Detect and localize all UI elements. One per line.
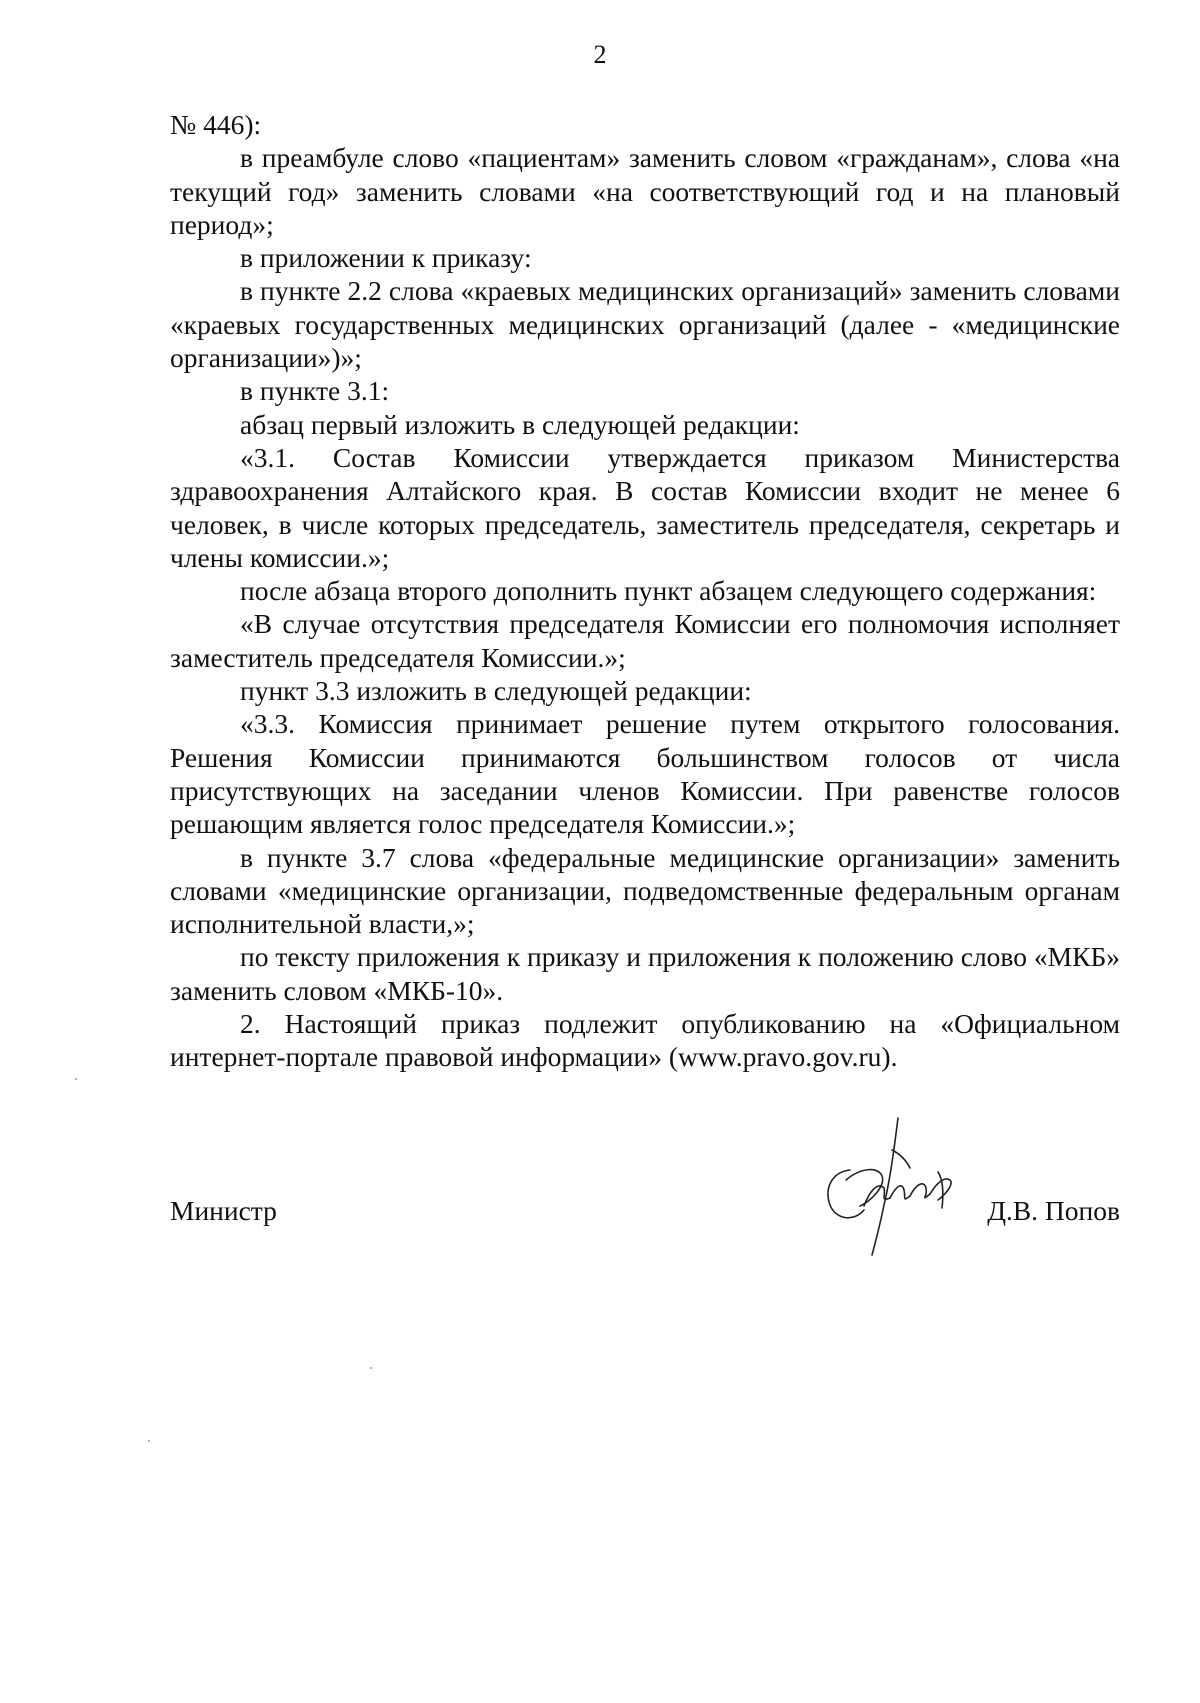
signature-block <box>170 1185 1120 1245</box>
paragraph: в пункте 3.1: <box>240 375 390 407</box>
scan-artifact <box>148 1440 150 1442</box>
paragraph: после абзаца второго дополнить пункт абзацем следующего содержания: <box>240 575 1097 607</box>
paragraph: в приложении к приказу: <box>240 242 532 274</box>
paragraph: 2. Настоящий приказ подлежит опубликованию на «Официальном интернет-портале правовой информации» (www.pravo.gov.ru). <box>170 1008 1120 1073</box>
signer-name: Д.В. Попов <box>987 1195 1120 1226</box>
document-body <box>170 108 1120 1074</box>
paragraph: в преамбуле слово «пациентам» заменить словом «гражданам», слова «на текущий год» заменить словами «на соответствующий год и на плановый период»; <box>170 142 1120 240</box>
paragraph: № 446): <box>170 109 262 140</box>
paragraph: пункт 3.3 изложить в следующей редакции: <box>240 675 752 707</box>
signer-title: Министр <box>170 1195 277 1226</box>
paragraph: «3.1. Состав Комиссии утверждается приказом Министерства здравоохранения Алтайского края. В состав Комиссии входит не менее 6 человек, в числе которых председатель, заместитель председателя, секретарь и члены комиссии.»; <box>170 441 1120 573</box>
paragraph: абзац первый изложить в следующей редакции: <box>240 408 800 440</box>
paragraph: «3.3. Комиссия принимает решение путем открытого голосования. Решения Комиссии принимаются большинством голосов от числа присутствующих на заседании членов Комиссии. При равенстве голосов решающим является голос председателя Комиссии.»; <box>170 708 1120 840</box>
scan-artifact <box>370 1367 372 1369</box>
paragraph: «В случае отсутствия председателя Комиссии его полномочия исполняет заместитель председателя Комиссии.»; <box>170 608 1120 673</box>
page-number: 2 <box>593 40 607 69</box>
paragraph: в пункте 2.2 слова «краевых медицинских организаций» заменить словами «краевых государственных медицинских организаций (далее - «медицинские организации»)»; <box>170 275 1120 374</box>
scan-artifact <box>75 1078 77 1080</box>
paragraph: по тексту приложения к приказу и приложения к положению слово «МКБ» заменить словом «МКБ-10». <box>170 941 1120 1006</box>
paragraph: в пункте 3.7 слова «федеральные медицинские организации» заменить словами «медицинские организации, подведомственные федеральным органам исполнительной власти,»; <box>170 841 1120 940</box>
